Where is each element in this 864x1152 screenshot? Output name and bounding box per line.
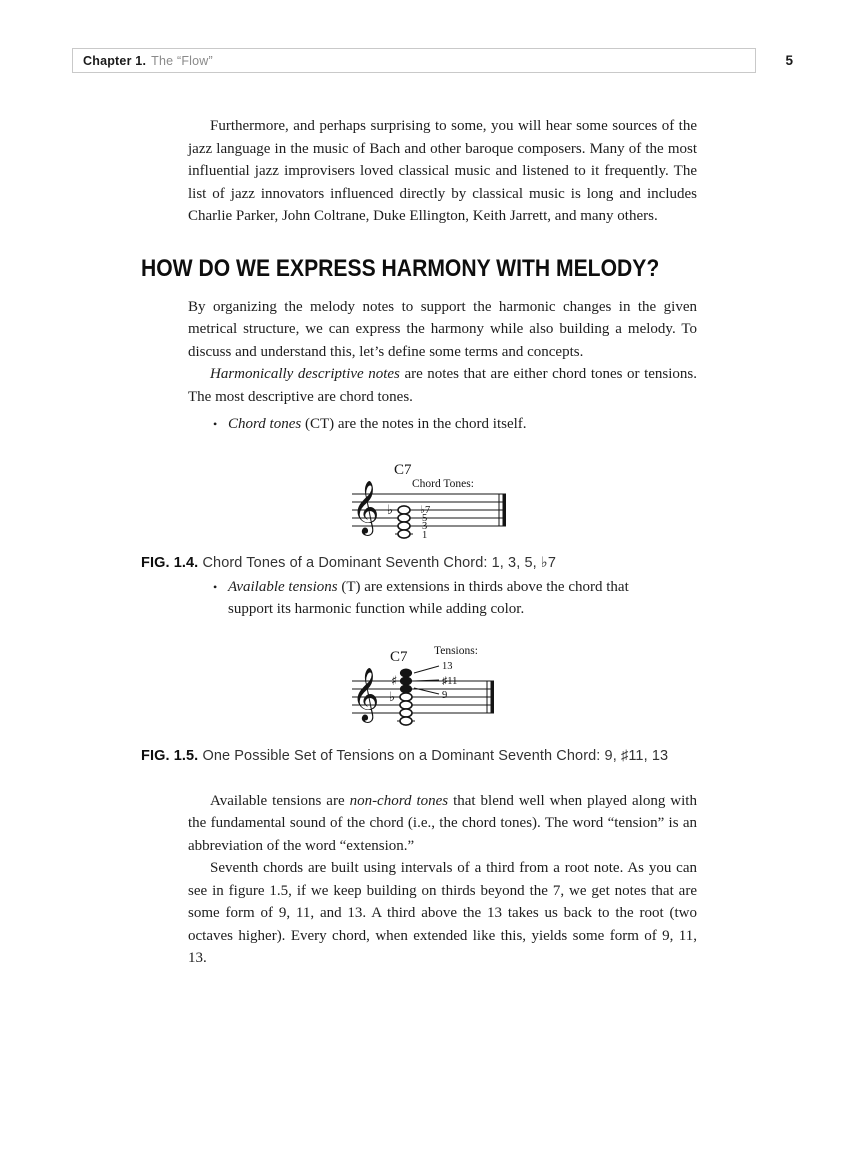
tension-noteheads: [400, 669, 411, 693]
page-number: 5: [785, 53, 793, 68]
bullet-icon: •: [213, 417, 218, 431]
tension-labels: [442, 661, 457, 701]
chord-noteheads: [398, 505, 410, 537]
page-content: [141, 115, 697, 970]
figure-label: Tensions:: [434, 644, 478, 657]
flat-icon: ♭: [389, 689, 396, 705]
note-label-1: 1: [422, 529, 428, 541]
paragraph-non-chord-tones: [188, 790, 697, 858]
section-heading: HOW DO WE EXPRESS HARMONY WITH MELODY?: [141, 254, 660, 282]
note-label-3: 3: [422, 520, 428, 532]
music-notation-chord-tones: [344, 460, 514, 542]
bullet-list-tensions: [188, 576, 650, 621]
chord-symbol: C7: [390, 648, 408, 665]
bullet-list-chord-tones: [188, 413, 650, 436]
flat-icon: ♭: [387, 502, 394, 518]
caption-number: FIG. 1.4.: [141, 554, 199, 571]
figure-label: Chord Tones:: [412, 477, 474, 490]
paragraph-organizing-melody: By organizing the melody notes to support the harmonic changes in the given metrical structure, we can express the harmony while also building a melody. To discuss and understand this, let’s define some terms and concepts.: [188, 298, 697, 360]
caption-text: One Possible Set of Tensions on a Dominant Seventh Chord: 9, ♯11, 13: [202, 747, 669, 764]
paragraph-descriptive-notes: [188, 363, 697, 408]
list-item-text: (T) are extensions in thirds above the chord that support its harmonic function while adding color.: [228, 578, 629, 617]
figure-chord-tones: [344, 460, 514, 547]
running-head-box: [72, 48, 756, 73]
tension-label-sharp11: ♯11: [442, 675, 458, 687]
tension-label-13: 13: [442, 660, 453, 672]
term-non-chord-tones: non-chord tones: [349, 792, 449, 809]
music-notation-tensions: [344, 641, 514, 737]
list-item-available-tensions: [188, 576, 650, 621]
bullet-icon: •: [213, 579, 218, 594]
tension-label-9: 9: [442, 689, 448, 701]
term-available-tensions: Available tensions: [228, 578, 338, 595]
paragraph-text: Available tensions are: [210, 792, 350, 809]
treble-clef-icon: 𝄞: [352, 666, 380, 720]
note-label-b7: ♭7: [420, 504, 431, 516]
treble-clef-icon: 𝄞: [352, 479, 380, 533]
term-harmonically-descriptive: Harmonically descriptive notes: [210, 366, 400, 382]
note-label-5: 5: [422, 512, 428, 524]
chord-noteheads: [400, 692, 412, 724]
paragraph-jazz-sources: Furthermore, and perhaps surprising to some, you will hear some sources of the jazz language in the music of Bach and other baroque composers. Many of the most influential jazz improvisers loved classical music and listened to it frequently. The list of jazz innovators influenced directly by classical music is long and includes Charlie Parker, John Coltrane, Duke Ellington, Keith Jarrett, and many others.: [188, 118, 697, 224]
chapter-title: The “Flow”: [151, 53, 213, 68]
chord-tone-labels: [420, 505, 430, 541]
tension-callout-lines: [414, 666, 439, 694]
term-chord-tones: Chord tones: [228, 416, 302, 432]
chapter-label: Chapter 1.: [83, 53, 147, 68]
list-item-chord-tones: [188, 413, 650, 436]
caption-text: Chord Tones of a Dominant Seventh Chord: 1, 3, 5, ♭7: [202, 554, 556, 571]
caption-number: FIG. 1.5.: [141, 747, 199, 764]
paragraph-text: that blend well when played along with the fundamental sound of the chord (i.e., the chord tones). The word “tension” is an abbreviation of the word “extension.”: [188, 792, 697, 854]
paragraph-text: are notes that are either chord tones or tensions. The most descriptive are chord tones.: [188, 366, 697, 405]
figure-tensions: [344, 641, 514, 742]
paragraph-seventh-chords: Seventh chords are built using intervals of a third from a root note. As you can see in figure 1.5, if we keep building on thirds beyond the 7, we get notes that are some form of 9, 11, and 13. A third above the 13 takes us back to the root (two octaves higher). Every chord, when extended like this, yields some form of 9, 11, 13.: [188, 860, 697, 966]
list-item-text: (CT) are the notes in the chord itself.: [301, 416, 527, 432]
figure-caption-1-5: [141, 748, 697, 764]
chord-symbol: C7: [394, 461, 412, 478]
sharp-icon: ♯: [391, 673, 398, 689]
page-header: [0, 0, 864, 73]
figure-caption-1-4: [141, 555, 697, 571]
